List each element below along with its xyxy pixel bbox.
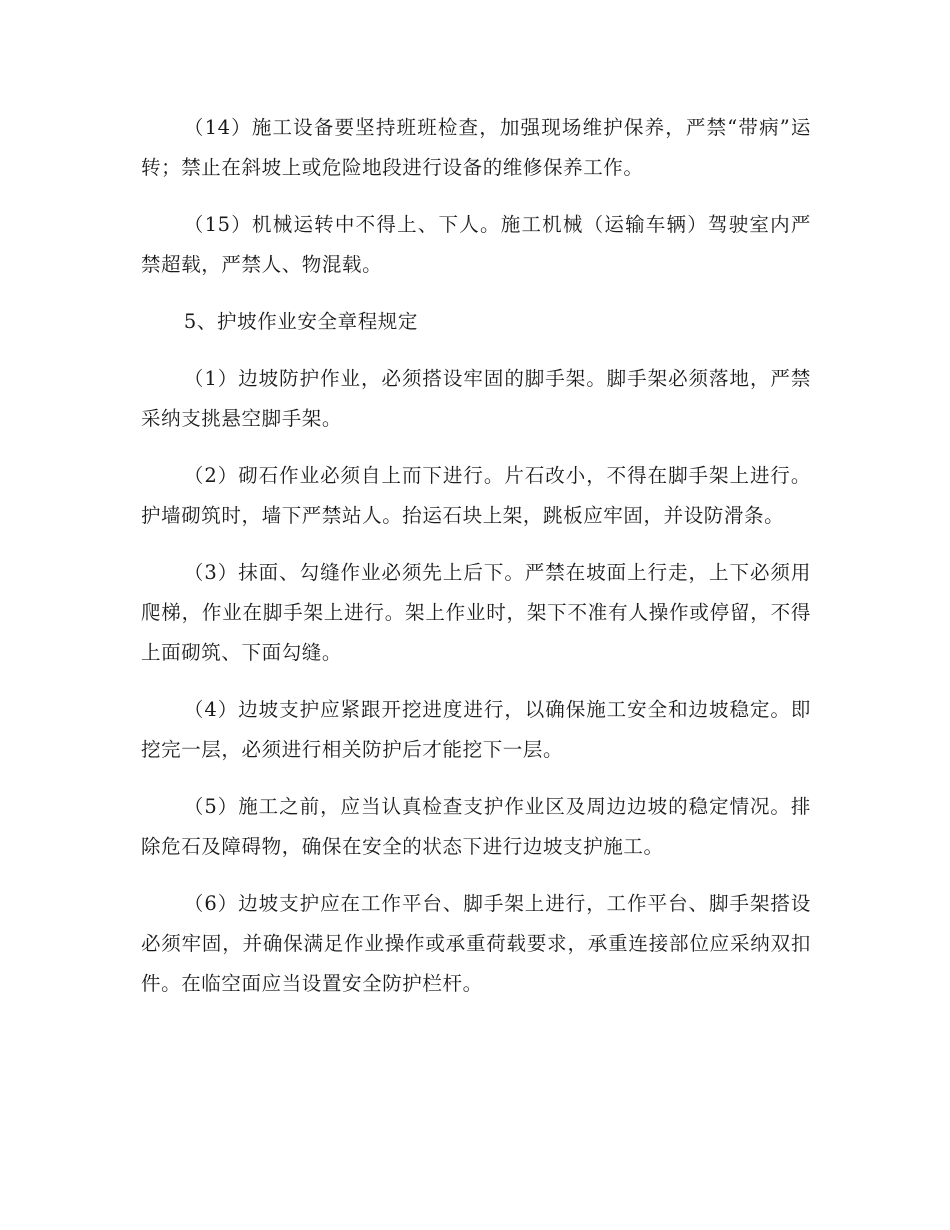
paragraph-item-6: （6）边坡支护应在工作平台、脚手架上进行，工作平台、脚手架搭设必须牢固，并确保满足作业操作或承重荷载要求，承重连接部位应采纳双扣件。在临空面应当设置安全防护栏杆。 (141, 892, 811, 995)
section-heading: 5、护坡作业安全章程规定 (183, 310, 418, 333)
paragraph-item-4: （4）边坡支护应紧跟开挖进度进行，以确保施工安全和边坡稳定。即挖完一层，必须进行相关防护后才能挖下一层。 (141, 698, 811, 761)
paragraph-item-5: （5）施工之前，应当认真检查支护作业区及周边边坡的稳定情况。排除危石及障碍物，确保在安全的状态下进行边坡支护施工。 (141, 795, 811, 858)
paragraph-item-2: （2）砌石作业必须自上而下进行。片石改小，不得在脚手架上进行。护墙砌筑时，墙下严禁站人。抬运石块上架，跳板应牢固，并设防滑条。 (141, 464, 811, 527)
paragraph-item-3: （3）抹面、勾缝作业必须先上后下。严禁在坡面上行走，上下必须用爬梯，作业在脚手架上进行。架上作业时，架下不准有人操作或停留，不得上面砌筑、下面勾缝。 (141, 561, 811, 664)
document-body (141, 108, 811, 1021)
paragraph-item-14: （14）施工设备要坚持班班检查，加强现场维护保养，严禁“带病”运转；禁止在斜坡上或危险地段进行设备的维修保养工作。 (141, 116, 811, 179)
paragraph-item-15: （15）机械运转中不得上、下人。施工机械（运输车辆）驾驶室内严禁超载，严禁人、物混载。 (141, 213, 811, 276)
paragraph-item-1: （1）边坡防护作业，必须搭设牢固的脚手架。脚手架必须落地，严禁采纳支挑悬空脚手架。 (141, 367, 811, 430)
